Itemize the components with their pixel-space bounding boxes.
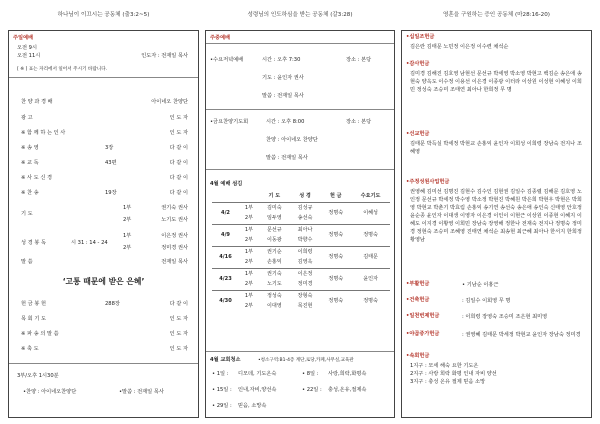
divider — [9, 363, 198, 364]
offering-heading: •부활헌금 — [406, 281, 430, 287]
schedule-table — [212, 191, 390, 312]
schedule-cell: 정명숙 — [320, 202, 351, 224]
offering-heading: •야곱증가헌금 — [406, 331, 440, 337]
schedule-cell: 손홍익 — [266, 259, 282, 266]
third-service-praise: •찬양 : 아이네오찬양단 — [23, 389, 77, 395]
scripture-name1: 이은정 권사 — [161, 233, 188, 239]
schedule-cell: 목진현 — [297, 303, 313, 310]
cleaning-heading: 4월 교회청소 — [210, 357, 241, 363]
schedule-header-cell: 기 도 — [268, 193, 281, 200]
wednesday-place: 장소 : 본당 — [346, 57, 372, 63]
weekday-heading: 주중예배 — [210, 35, 231, 41]
weekday-column — [205, 0, 395, 424]
schedule-cell: 권기순 — [259, 246, 290, 257]
schedule-cell: 2부 — [244, 303, 254, 310]
schedule-row — [212, 268, 390, 279]
closing-item-label: 헌 금 봉 헌 — [21, 301, 46, 307]
order-item-leader: 다 같 이 — [169, 160, 188, 166]
schedule-row — [212, 224, 390, 235]
schedule-cell: 1부 — [239, 202, 259, 213]
offering-names: 김미경 김해진 김호영 남현선 문선규 박세영 박소영 박현고 백김순 송은애 송현숙 양옥도 이수정 이용선 이은경 이종광 이터라 이상원 이성현 이혜성 이희민 정성숙 조승미 조태연 최아나 한희정 무 명 — [410, 71, 582, 94]
prayer-name1: 권기숙 권사 — [161, 205, 188, 211]
sunday-worship-column — [8, 0, 199, 424]
closing-item-leader: 인 도 자 — [169, 346, 188, 352]
service-leader: 인도자 : 전재일 목사 — [141, 53, 188, 59]
cleaning-names: 디모데, 기도온숙 — [238, 371, 277, 377]
offering-names: : 이희령 장영숙 조승미 조은현 최미영 — [462, 314, 548, 320]
sunday-worship-box — [8, 30, 199, 418]
divider — [9, 77, 198, 78]
scripture-part1: 1부 — [123, 233, 132, 239]
weekday-box — [205, 30, 395, 418]
divider — [206, 43, 394, 44]
schedule-cell: 박향수 — [297, 237, 313, 244]
sermon-title: ‘고통 때문에 받은 은혜’ — [62, 277, 145, 286]
schedule-cell: 2부 — [244, 237, 254, 244]
schedule-date: 4/30 — [212, 290, 239, 312]
schedule-cell: 이대영 — [266, 303, 282, 310]
schedule-cell: 정명숙 — [320, 224, 351, 246]
column-title: 영혼을 구원하는 증인 공동체 (마28:16-20) — [443, 12, 550, 18]
praise-team: 아이네오 찬양단 — [151, 99, 188, 105]
service2-time: 오전 11시 — [17, 53, 41, 59]
offering-heading: •일천번제헌금 — [406, 313, 440, 319]
order-item-label: 광 고 — [21, 115, 33, 121]
offering-names: : 김일수 이회영 무 명 — [462, 298, 511, 304]
cleaning-date: • 29일 : — [212, 403, 232, 409]
worship-heading: 주일예배 — [13, 35, 34, 41]
schedule-cell: 1부 — [239, 290, 259, 301]
offering-heading: •감사헌금 — [406, 61, 430, 67]
order-item-label: ※ 교 독 — [21, 160, 39, 166]
standing-note: [ ※ ] 표는 자리에서 일어서 주시기 바랍니다. — [17, 67, 108, 72]
scripture-ref: 시 31 : 14 - 24 — [71, 240, 108, 246]
schedule-date: 4/23 — [212, 268, 239, 290]
closing-item-detail: 288장 — [105, 301, 120, 307]
schedule-header-cell — [239, 191, 259, 202]
schedule-cell: 정명숙 — [351, 224, 390, 246]
column-title: 하나님이 이끄시는 공동체 (출3:2~5) — [57, 12, 150, 18]
schedule-row — [212, 290, 390, 301]
schedule-date: 4/9 — [212, 224, 239, 246]
friday-sermon: 말씀 : 전재일 목사 — [266, 155, 308, 161]
schedule-date: 4/16 — [212, 246, 239, 268]
schedule-cell: 1부 — [239, 224, 259, 235]
offering-names: 1지구 : 모세 해숙 요한 기도온 2지구 : 사랑 희락 화평 인내 자비 양선 3지구 : 충성 온유 절제 믿음 소망 — [410, 363, 497, 386]
friday-time: 시간 : 오후 8:00 — [266, 119, 305, 125]
prayer-label: 기 도 — [21, 211, 33, 217]
cleaning-names: 인내,자비,양선속 — [238, 387, 277, 393]
closing-item-label: 목 회 기 도 — [21, 316, 46, 322]
order-item-label: ※ 함 께 하 는 인 사 — [21, 130, 66, 136]
scripture-name2: 정미경 권사 — [161, 245, 188, 251]
praise-label: 찬 양 과 경 배 — [21, 99, 53, 105]
closing-item-leader: 인 도 자 — [169, 331, 188, 337]
schedule-cell: 노기도 — [266, 281, 282, 288]
friday-title: •금요찬양기도회 — [210, 119, 249, 125]
schedule-cell: 정명숙 — [320, 290, 351, 312]
closing-item-leader: 인 도 자 — [169, 316, 188, 322]
offering-box — [401, 30, 592, 418]
divider — [206, 109, 394, 110]
offering-heading: •십일조헌금 — [406, 34, 435, 40]
schedule-cell: 정성숙 — [259, 290, 290, 301]
schedule-cell: 정명숙 — [320, 268, 351, 290]
friday-praise: 찬양 : 아이네오 찬양단 — [266, 137, 318, 143]
offering-names: 김태문 박득실 박세정 박현교 손홍익 윤인자 이희성 이희령 장남숙 전지나 조혜영 — [410, 141, 582, 156]
order-item-leader: 인 도 자 — [169, 130, 188, 136]
schedule-cell: 윤인자 — [351, 268, 390, 290]
schedule-cell: 권기숙 — [259, 268, 290, 279]
cleaning-note: •청소구역:B1-4층 계단,로당,카페,사무실,교육관 — [258, 358, 354, 363]
closing-item-label: ※ 파 송 의 말 씀 — [21, 331, 59, 337]
order-item-label: ※ 송 영 — [21, 145, 39, 151]
schedule-cell: 정미경 — [297, 281, 313, 288]
sermon-preacher: 전재일 목사 — [161, 259, 188, 265]
prayer-name2: 노기도 권사 — [161, 217, 188, 223]
scripture-label: 성 경 봉 독 — [21, 240, 46, 246]
offering-heading: •속회헌금 — [406, 353, 430, 359]
third-service-sermon: •말씀 : 전재일 목사 — [119, 389, 164, 395]
friday-place: 장소 : 본당 — [346, 119, 372, 125]
wednesday-time: 시간 : 오후 7:30 — [262, 57, 301, 63]
offering-names: • 기남순 이홍근 — [462, 282, 499, 288]
schedule-cell: 김미숙 — [259, 202, 290, 213]
service1-time: 오전 9시 — [17, 45, 37, 51]
schedule-cell: 이혜성 — [351, 202, 390, 224]
schedule-cell: 장형숙 — [290, 290, 321, 301]
schedule-cell: 김태문 — [351, 246, 390, 268]
order-item-leader: 다 같 이 — [169, 175, 188, 181]
cleaning-names: 사랑,희락,화평속 — [328, 371, 367, 377]
schedule-header-cell: 헌 금 — [329, 193, 342, 200]
order-item-leader: 인 도 자 — [169, 115, 188, 121]
schedule-cell: 김성규 — [290, 202, 321, 213]
schedule-cell: 2부 — [244, 215, 254, 222]
cleaning-date: • 15일 : — [212, 387, 232, 393]
divider — [206, 169, 394, 170]
offering-heading: •선교헌금 — [406, 131, 430, 137]
schedule-header-cell — [212, 191, 239, 202]
closing-item-label: ※ 축 도 — [21, 346, 39, 352]
offering-heading: •주정성원사업헌금 — [406, 179, 450, 185]
order-item-label: ※ 사 도 신 경 — [21, 175, 52, 181]
schedule-row — [212, 246, 390, 257]
offering-names: 김은란 김태문 노민정 이은정 이수련 채석순 — [410, 44, 509, 50]
wednesday-title: •수요저녁예배 — [210, 57, 244, 63]
schedule-cell: 2부 — [244, 259, 254, 266]
cleaning-names: 충성,온유,절제속 — [328, 387, 367, 393]
schedule-header-cell: 성 경 — [299, 193, 311, 200]
schedule-row — [212, 202, 390, 213]
order-item-detail: 19장 — [105, 190, 117, 196]
cleaning-date: • 22일 : — [302, 387, 322, 393]
order-item-leader: 다 같 이 — [169, 190, 188, 196]
schedule-cell: 송선숙 — [297, 215, 313, 222]
order-item-detail: 3장 — [105, 145, 114, 151]
sermon-label: 말 씀 — [21, 259, 33, 265]
offering-heading: •건축헌금 — [406, 297, 430, 303]
divider — [206, 351, 394, 352]
schedule-cell: 문선규 — [259, 224, 290, 235]
schedule-cell: 1부 — [239, 246, 259, 257]
prayer-part1: 1부 — [123, 205, 132, 211]
order-item-leader: 다 같 이 — [169, 145, 188, 151]
schedule-cell: 정명숙 — [351, 290, 390, 312]
scripture-part2: 2부 — [123, 245, 132, 251]
offering-column — [401, 0, 592, 424]
schedule-cell: 최아나 — [290, 224, 321, 235]
wednesday-prayer: 기도 : 윤인자 권사 — [262, 75, 304, 81]
column-title: 성령님의 인도하심을 받는 공동체 (갈3:28) — [247, 12, 353, 18]
offering-names: : 권영혜 김태문 박세정 박현교 윤인자 장남숙 정미경 — [462, 332, 581, 338]
wednesday-sermon: 말씀 : 전재일 목사 — [262, 93, 304, 99]
offering-names: 권영혜 김미선 김명진 김현수 김수인 김현권 김일수 김종렬 김해문 김호영 노인정 문선규 박세정 박수영 박소정 박현진 박혜원 박은희 박현우 박현은 박희영 박현교 박춘기 박효림 손홍익 송기연 송선숙 송은애 송인숙 신태영 안호정 윤순종 윤인자 이대생 이영자 이은경 이인이 이현근 이상원 이종현 이혜지 이혜도 이지경 이황영 이희민 장남숙 장영해 정한나 전재숙 전지나 정명숙 정미경 정현숙 조승미 조혜영 진태연 채석순 최송현 최근혜 최아나 한서지 한희정 황영남 — [410, 189, 582, 244]
cleaning-date: • 8일 : — [302, 371, 319, 377]
cleaning-date: • 1일 : — [212, 371, 229, 377]
schedule-cell: 김영옥 — [297, 259, 313, 266]
schedule-cell: 1부 — [239, 268, 259, 279]
schedule-header-row — [212, 191, 390, 202]
cleaning-names: 믿음, 소망속 — [238, 403, 267, 409]
schedule-cell: 이희령 — [290, 246, 321, 257]
order-item-label: ※ 찬 송 — [21, 190, 39, 196]
third-service-time: 3부/오후 1시30분 — [17, 373, 59, 379]
schedule-date: 4/2 — [212, 202, 239, 224]
prayer-part2: 2부 — [123, 217, 132, 223]
schedule-cell: 정명숙 — [320, 246, 351, 268]
schedule-cell: 이동광 — [266, 237, 282, 244]
order-item-detail: 43편 — [105, 160, 117, 166]
schedule-heading: 4월 예배 섬김 — [210, 181, 243, 187]
schedule-cell: 이은정 — [290, 268, 321, 279]
closing-item-leader: 다 같 이 — [169, 301, 188, 307]
schedule-cell: 임두영 — [266, 215, 282, 222]
schedule-cell: 2부 — [244, 281, 254, 288]
schedule-header-cell: 수요기도 — [360, 193, 381, 200]
